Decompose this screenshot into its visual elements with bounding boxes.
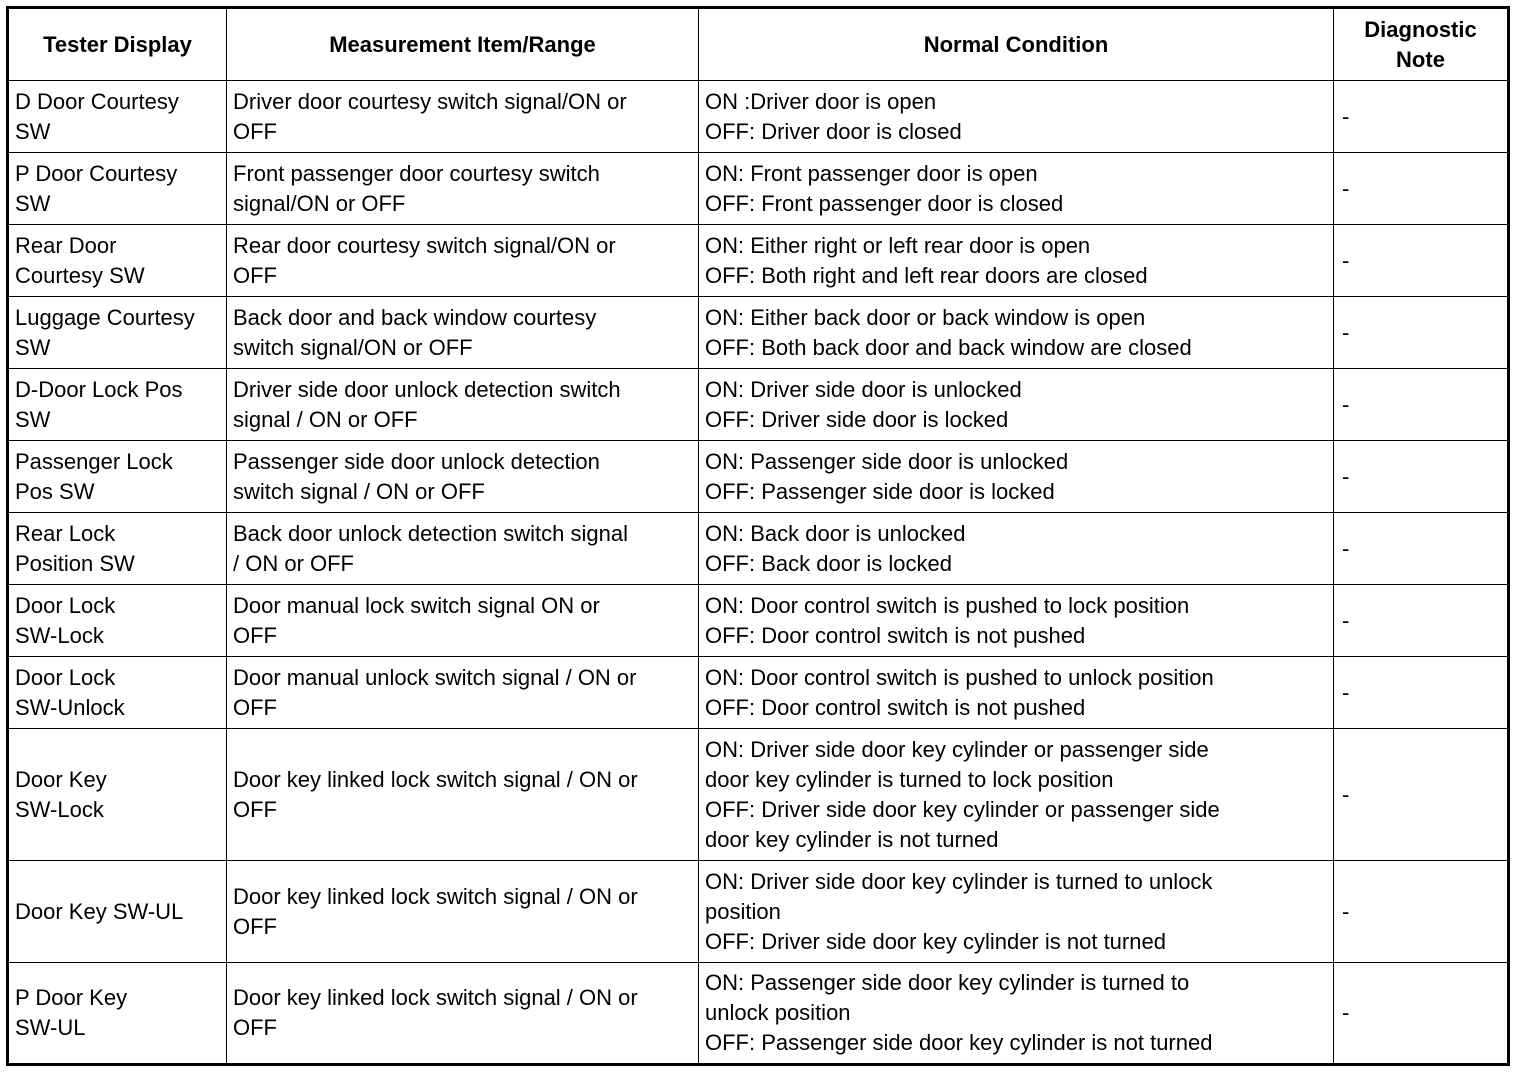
diagnostic-note-cell: - — [1334, 963, 1509, 1065]
condition-cell — [699, 513, 1334, 585]
condition-cell-line: OFF: Door control switch is not pushed — [705, 622, 1086, 648]
measurement-cell-line: OFF — [233, 694, 277, 720]
measurement-cell-line: Door manual unlock switch signal / ON or — [233, 664, 637, 690]
measurement-cell-line: switch signal/ON or OFF — [233, 334, 473, 360]
tester-display-cell — [8, 441, 227, 513]
tester-display-cell-line: Rear Lock — [15, 520, 116, 546]
tester-display-cell — [8, 297, 227, 369]
condition-cell-line: OFF: Driver side door key cylinder is not turned — [705, 928, 1166, 954]
tester-display-cell-line: SW-UL — [15, 1015, 86, 1040]
tester-display-cell — [8, 513, 227, 585]
condition-cell-line: OFF: Both back door and back window are closed — [705, 334, 1192, 360]
tester-display-cell-line: SW-Lock — [15, 796, 104, 822]
measurement-cell-line: OFF — [233, 1015, 277, 1040]
measurement-cell-line: Driver door courtesy switch signal/ON or — [233, 88, 627, 114]
condition-cell-line: position — [705, 898, 781, 924]
measurement-cell — [227, 441, 699, 513]
measurement-cell-line: signal / ON or OFF — [233, 406, 418, 432]
condition-cell-line: ON: Driver side door key cylinder or passenger side — [705, 736, 1209, 762]
header-row — [8, 8, 1509, 81]
measurement-cell-line: / ON or OFF — [233, 550, 354, 576]
tester-display-cell-line: D Door Courtesy — [15, 88, 179, 114]
condition-cell-line: ON: Either right or left rear door is open — [705, 232, 1091, 258]
tester-display-cell-line: D-Door Lock Pos — [15, 376, 183, 402]
condition-cell-line: ON: Back door is unlocked — [705, 520, 966, 546]
measurement-cell — [227, 861, 699, 963]
tester-display-cell — [8, 369, 227, 441]
condition-cell-line: OFF: Driver side door is locked — [705, 406, 1009, 432]
condition-cell-line: OFF: Back door is locked — [705, 550, 952, 576]
condition-cell-line: ON: Front passenger door is open — [705, 160, 1038, 186]
table-row — [8, 585, 1509, 657]
tester-display-cell-line: Door Key — [15, 766, 107, 792]
diagnostic-note-cell: - — [1334, 585, 1509, 657]
tester-display-cell — [8, 153, 227, 225]
tester-display-cell — [8, 861, 227, 963]
measurement-cell-line: signal/ON or OFF — [233, 190, 406, 216]
table-row — [8, 729, 1509, 861]
tester-display-cell-line: Door Key SW-UL — [15, 898, 184, 924]
tester-display-cell-line: Door Lock — [15, 664, 116, 690]
tester-display-cell-line: Courtesy SW — [15, 262, 145, 288]
diagnostic-note-cell: - — [1334, 861, 1509, 963]
diagnostic-note-cell: - — [1334, 225, 1509, 297]
measurement-cell — [227, 225, 699, 297]
measurement-cell — [227, 963, 699, 1065]
measurement-cell-line: Rear door courtesy switch signal/ON or — [233, 232, 616, 258]
measurement-cell — [227, 585, 699, 657]
tester-display-cell — [8, 81, 227, 153]
measurement-cell — [227, 369, 699, 441]
measurement-cell — [227, 81, 699, 153]
condition-cell-line: OFF: Driver side door key cylinder or passenger side — [705, 796, 1220, 822]
condition-cell-line: OFF: Driver door is closed — [705, 118, 962, 144]
header-normal-condition: Normal Condition — [699, 8, 1334, 81]
measurement-cell — [227, 729, 699, 861]
condition-cell — [699, 81, 1334, 153]
condition-cell-line: ON: Driver side door is unlocked — [705, 376, 1022, 402]
diagnostic-note-cell: - — [1334, 297, 1509, 369]
table-row — [8, 369, 1509, 441]
diagnostic-note-cell: - — [1334, 369, 1509, 441]
tester-display-cell — [8, 225, 227, 297]
condition-cell-line: door key cylinder is not turned — [705, 826, 999, 852]
measurement-cell — [227, 153, 699, 225]
condition-cell — [699, 729, 1334, 861]
tester-display-cell-line: Door Lock — [15, 592, 116, 618]
measurement-cell-line: Back door unlock detection switch signal — [233, 520, 628, 546]
condition-cell-line: ON: Door control switch is pushed to unlock position — [705, 664, 1214, 690]
condition-cell-line: OFF: Both right and left rear doors are closed — [705, 262, 1148, 288]
measurement-cell-line: Front passenger door courtesy switch — [233, 160, 600, 186]
diagnostic-note-cell: - — [1334, 729, 1509, 861]
condition-cell — [699, 963, 1334, 1065]
condition-cell-line: OFF: Front passenger door is closed — [705, 190, 1064, 216]
table-row — [8, 861, 1509, 963]
table-row — [8, 513, 1509, 585]
measurement-cell-line: OFF — [233, 118, 277, 144]
measurement-cell-line: Door key linked lock switch signal / ON or — [233, 766, 638, 792]
tester-display-cell-line: P Door Key — [15, 985, 128, 1010]
table-row — [8, 81, 1509, 153]
measurement-cell-line: Back door and back window courtesy — [233, 304, 597, 330]
condition-cell-line: ON: Driver side door key cylinder is turned to unlock — [705, 868, 1213, 894]
tester-display-cell-line: Passenger Lock — [15, 448, 173, 474]
condition-cell-line: ON: Passenger side door is unlocked — [705, 448, 1069, 474]
measurement-cell-line: switch signal / ON or OFF — [233, 478, 485, 504]
header-measurement-item: Measurement Item/Range — [227, 8, 699, 81]
diagnostic-note-cell: - — [1334, 153, 1509, 225]
tester-display-cell-line: SW — [15, 190, 51, 216]
diagnostic-note-cell: - — [1334, 657, 1509, 729]
tester-display-cell-line: Position SW — [15, 550, 135, 576]
condition-cell-line: OFF: Passenger side door is locked — [705, 478, 1055, 504]
diagnostic-note-cell: - — [1334, 81, 1509, 153]
measurement-cell-line: Door manual lock switch signal ON or — [233, 592, 600, 618]
condition-cell-line: unlock position — [705, 1000, 851, 1025]
condition-cell — [699, 369, 1334, 441]
condition-cell — [699, 225, 1334, 297]
tester-display-cell-line: Rear Door — [15, 232, 117, 258]
measurement-cell-line: OFF — [233, 622, 277, 648]
tester-display-cell — [8, 585, 227, 657]
measurement-cell — [227, 297, 699, 369]
tester-display-cell-line: SW — [15, 118, 51, 144]
tester-display-cell-line: SW — [15, 406, 51, 432]
condition-cell — [699, 441, 1334, 513]
measurement-cell — [227, 657, 699, 729]
diagnostic-table — [6, 6, 1510, 1066]
measurement-cell — [227, 513, 699, 585]
condition-cell — [699, 297, 1334, 369]
measurement-cell-line: Driver side door unlock detection switch — [233, 376, 621, 402]
condition-cell — [699, 153, 1334, 225]
table-row — [8, 153, 1509, 225]
condition-cell-line: ON: Door control switch is pushed to lock position — [705, 592, 1190, 618]
tester-display-cell — [8, 729, 227, 861]
condition-cell — [699, 657, 1334, 729]
table-row — [8, 297, 1509, 369]
tester-display-cell-line: P Door Courtesy — [15, 160, 178, 186]
measurement-cell-line: OFF — [233, 796, 277, 822]
measurement-cell-line: Door key linked lock switch signal / ON or — [233, 883, 638, 909]
tester-display-cell-line: SW — [15, 334, 51, 360]
condition-cell — [699, 861, 1334, 963]
table-row — [8, 963, 1509, 1065]
table-row — [8, 657, 1509, 729]
table-row — [8, 225, 1509, 297]
condition-cell-line: OFF: Passenger side door key cylinder is not turned — [705, 1030, 1213, 1055]
measurement-cell-line: Passenger side door unlock detection — [233, 448, 600, 474]
diagnostic-note-cell: - — [1334, 441, 1509, 513]
header-diagnostic-note: Diagnostic Note — [1334, 8, 1509, 81]
table-row — [8, 441, 1509, 513]
tester-display-cell — [8, 657, 227, 729]
diagnostic-note-cell: - — [1334, 513, 1509, 585]
tester-display-cell-line: SW-Unlock — [15, 694, 125, 720]
measurement-cell-line: Door key linked lock switch signal / ON or — [233, 985, 638, 1010]
condition-cell-line: ON: Passenger side door key cylinder is turned to — [705, 970, 1190, 995]
condition-cell-line: ON: Either back door or back window is open — [705, 304, 1146, 330]
condition-cell-line: door key cylinder is turned to lock position — [705, 766, 1114, 792]
measurement-cell-line: OFF — [233, 913, 277, 939]
tester-display-cell-line: Pos SW — [15, 478, 95, 504]
condition-cell-line: OFF: Door control switch is not pushed — [705, 694, 1086, 720]
tester-display-cell-line: SW-Lock — [15, 622, 104, 648]
tester-display-cell — [8, 963, 227, 1065]
measurement-cell-line: OFF — [233, 262, 277, 288]
tester-display-cell-line: Luggage Courtesy — [15, 304, 195, 330]
condition-cell-line: ON :Driver door is open — [705, 88, 937, 114]
header-tester-display: Tester Display — [8, 8, 227, 81]
condition-cell — [699, 585, 1334, 657]
